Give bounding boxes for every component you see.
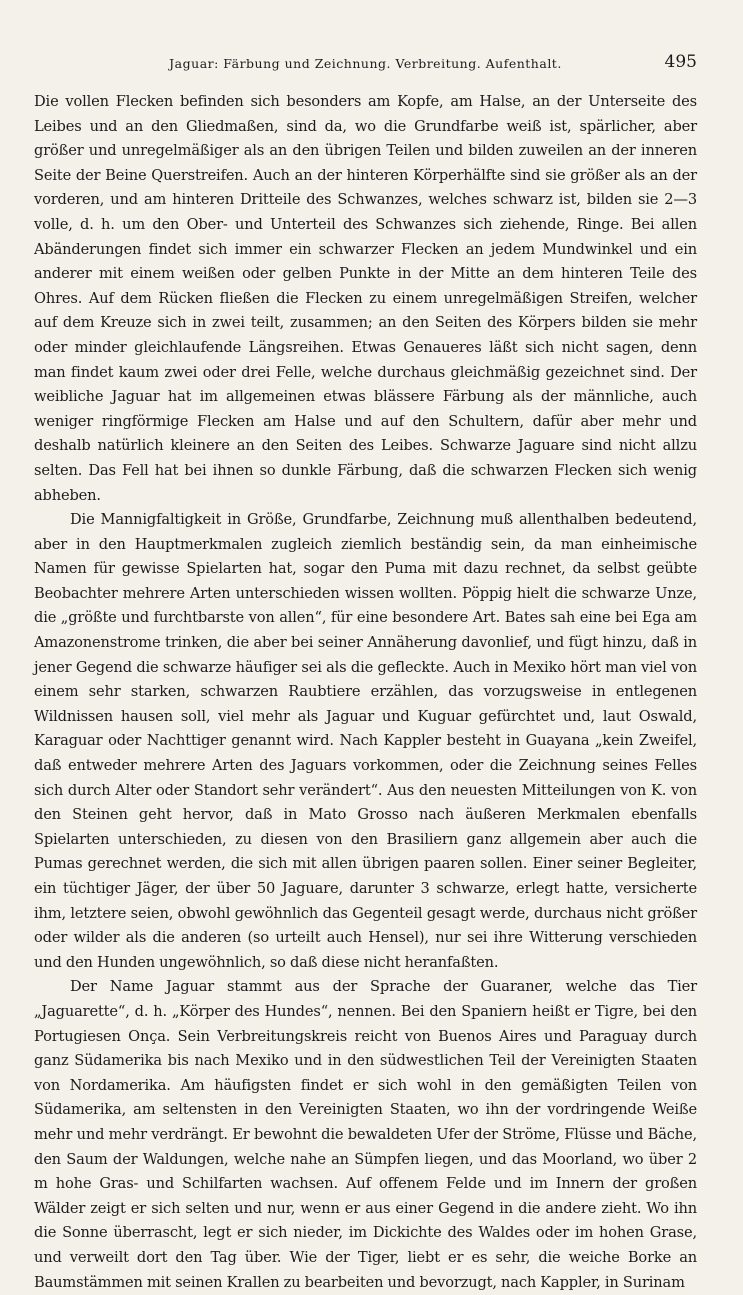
paragraph-1: Die vollen Flecken befinden sich besonders am Kopfe, am Halse, an der Unterseite des Leibes und an den Gliedmaßen, sind da, wo die Grundfarbe weiß ist, spärlicher, aber größer und unregelmäßiger als an den übrigen Teilen und bilden zuweilen an der inneren Seite der Beine Querstreifen. Auch an der hinteren Körperhälfte sind sie größer als an der vorderen, und am hinteren Dritteile des Schwanzes, welches schwarz ist, bilden sie 2—3 volle, d. h. um den Ober- und Unterteil des Schwanzes sich ziehende, Ringe. Bei allen Abänderungen findet sich immer ein schwarzer Flecken an jedem Mundwinkel und ein anderer mit einem weißen oder gelben Punkte in der Mitte an dem hinteren Teile des Ohres. Auf dem Rücken fließen die Flecken zu einem unregelmäßigen Streifen, welcher auf dem Kreuze sich in zwei teilt, zusammen; an den Seiten des Körpers bilden sie mehr oder minder gleichlaufende Längsreihen. Etwas Genaueres läßt sich nicht sagen, denn man findet kaum zwei oder drei Felle, welche durchaus gleichmäßig gezeichnet sind. Der weibliche Jaguar hat im allgemeinen etwas blässere Färbung als der männliche, auch weniger ringförmige Flecken am Halse und auf den Schultern, dafür aber mehr und deshalb natürlich kleinere an den Seiten des Leibes. Schwarze Jaguare sind nicht allzu selten. Das Fell hat bei ihnen so dunkle Färbung, daß die schwarzen Flecken sich wenig abheben.: [34, 93, 697, 504]
paragraph-3: Der Name Jaguar stammt aus der Sprache der Guaraner, welche das Tier „Jaguarette“, d. h. „Körper des Hundes“, nennen. Bei den Spaniern heißt er Tigre, bei den Portugiesen Onça. Sein Verbreitungskreis reicht von Buenos Aires und Paraguay durch ganz Südamerika bis nach Mexiko und in den südwestlichen Teil der Vereinigten Staaten von Nordamerika. Am häufigsten findet er sich wohl in den gemäßigten Teilen von Südamerika, am seltensten in den Vereinigten Staaten, wo ihn der vordringende Weiße mehr und mehr verdrängt. Er bewohnt die bewaldeten Ufer der Ströme, Flüsse und Bäche, den Saum der Waldungen, welche nahe an Sümpfen liegen, und das Moorland, wo über 2 m hohe Gras- und Schilfarten wachsen. Auf offenem Felde und im Innern der großen Wälder zeigt er sich selten und nur, wenn er aus einer Gegend in die andere zieht. Wo ihn die Sonne überrascht, legt er sich nieder, im Dickichte des Waldes oder im hohen Grase, und verweilt dort den Tag über. Wie der Tiger, liebt er es sehr, die weiche Borke an Baumstämmen mit seinen Krallen zu bearbeiten und bevorzugt, nach Kappler, in Surinam: [34, 978, 697, 1291]
running-header: [34, 52, 697, 78]
page-number: 495: [664, 52, 697, 72]
paragraph-2: Die Mannigfaltigkeit in Größe, Grundfarbe, Zeichnung muß allenthalben bedeutend, aber in den Hauptmerkmalen zugleich ziemlich beständig sein, da man einheimische Namen für gewisse Spielarten hat, sogar den Puma mit dazu rechnet, da selbst geübte Beobachter mehrere Arten unterschieden wissen wollten. Pöppig hielt die schwarze Unze, die „größte und furchtbarste von allen“, für eine besondere Art. Bates sah eine bei Ega am Amazonenstrome trinken, die aber bei seiner Annäherung davonlief, und fügt hinzu, daß in jener Gegend die schwarze häufiger sei als die gefleckte. Auch in Mexiko hört man viel von einem sehr starken, schwarzen Raubtiere erzählen, das vorzugsweise in entlegenen Wildnissen hausen soll, viel mehr als Jaguar und Kuguar gefürchtet und, laut Oswald, Karaguar oder Nachttiger genannt wird. Nach Kappler besteht in Guayana „kein Zweifel, daß entweder mehrere Arten des Jaguars vorkommen, oder die Zeichnung seines Felles sich durch Alter oder Standort sehr verändert“. Aus den neuesten Mitteilungen von K. von den Steinen geht hervor, daß in Mato Grosso nach äußeren Merkmalen ebenfalls Spielarten unterschieden, zu diesen von den Brasiliern ganz allgemein aber auch die Pumas gerechnet werden, die sich mit allen übrigen paaren sollen. Einer seiner Begleiter, ein tüchtiger Jäger, der über 50 Jaguare, darunter 3 schwarze, erlegt hatte, versicherte ihm, letztere seien, obwohl gewöhnlich das Gegenteil gesagt werde, durchaus nicht größer oder wilder als die anderen (so urteilt auch Hensel), nur sei ihre Witterung verschieden und den Hunden ungewöhnlich, so daß diese nicht heranfaßten.: [34, 511, 697, 971]
running-title: Jaguar: Färbung und Zeichnung. Verbreitung. Aufenthalt.: [169, 56, 562, 71]
body-text: [34, 90, 697, 1295]
